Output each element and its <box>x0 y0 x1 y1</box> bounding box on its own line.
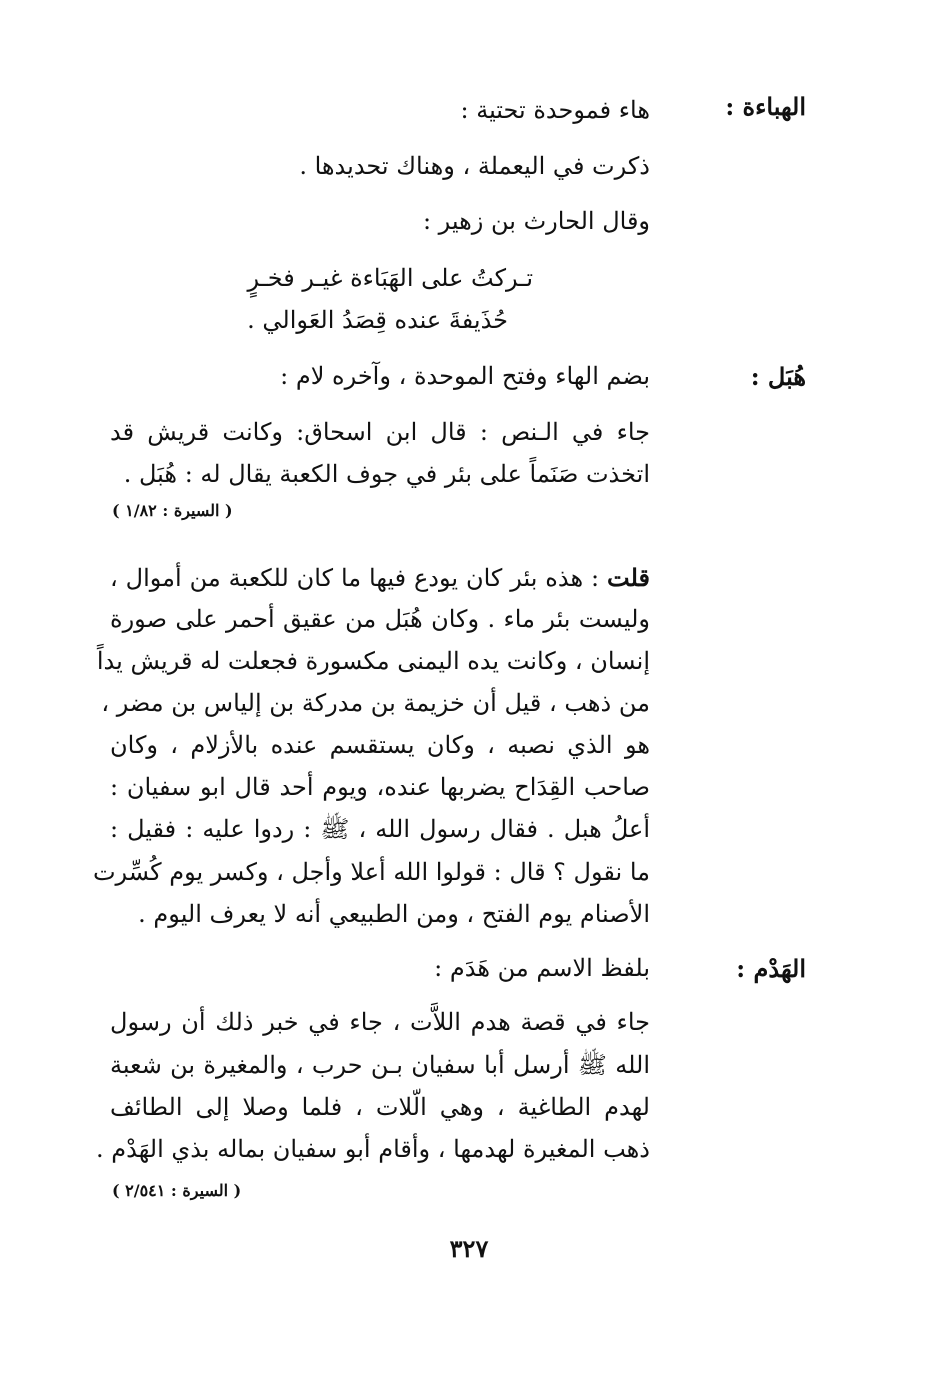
note-text: : هذه بئر كان يودع فيها ما كان للكعبة من أموال ، <box>110 564 600 592</box>
source-citation: ( السيرة : ٢/٥٤١ ) <box>112 1181 242 1200</box>
body-text-line: ما نقول ؟ قال : قولوا الله أعلا وأجل ، وكسر يوم كُسِّرت <box>92 858 650 886</box>
entry-heading-hadm: الهَدْم : <box>736 954 806 983</box>
body-text-line: اتخذت صَنَماً على بئر في جوف الكعبة يقال له : هُبَل . <box>123 460 650 488</box>
entry-heading-hubal: هُبَل : <box>750 362 806 391</box>
source-citation: ( السيرة : ١/٨٢ ) <box>112 501 233 520</box>
body-text-line: لهدم الطاغية ، وهي الّلات ، فلما وصلا إلى الطائف <box>110 1093 650 1121</box>
body-text-line: إنسان ، وكانت يده اليمنى مكسورة فجعلت له قريش يداً <box>96 647 650 675</box>
body-text-line: الأصنام يوم الفتح ، ومن الطبيعي أنه لا يعرف اليوم . <box>138 900 650 928</box>
verse-hemistich-2: حُذَيفةَ عنده قِصَدُ العَوالي . <box>247 306 508 334</box>
body-text-line: الله ﷺ أرسل أبا سفيان بـن حرب ، والمغيرة بن شعبة <box>110 1051 650 1079</box>
entry-definition-line: هاء فموحدة تحتية : <box>460 96 650 124</box>
entry-definition-line: بلفظ الاسم من هَدَم : <box>434 954 650 982</box>
body-text-line: جاء في قصة هدم اللاَّت ، جاء في خبر ذلك أن رسول <box>110 1008 650 1036</box>
body-text-line: ذكرت في اليعملة ، وهناك تحديدها . <box>299 152 650 180</box>
body-text-line: أعلُ هبل . فقال رسول الله ، ﷺ : ردوا عليه : فقيل : <box>110 815 650 843</box>
entry-definition-line: بضم الهاء وفتح الموحدة ، وآخره لام : <box>280 362 650 390</box>
body-text-line: وقال الحارث بن زهير : <box>422 207 650 235</box>
body-text-line: صاحب القِدَاح يضربها عنده، ويوم أحد قال ابو سفيان : <box>110 773 650 801</box>
body-text-line: هو الذي نصبه ، وكان يستقسم عنده بالأزلام ، وكان <box>110 731 650 759</box>
entry-heading-hibaah: الهباءة : <box>725 92 806 121</box>
body-text-line: من ذهب ، قيل أن خزيمة بن مدركة بن إلياس بن مضر ، <box>101 689 650 717</box>
note-first-line <box>110 562 650 594</box>
body-text-line: جاء في الـنص : قال ابن اسحاق: وكانت قريش قد <box>110 418 650 446</box>
page-number: ٣٢٧ <box>449 1234 489 1263</box>
verse-hemistich-1: تـركتُ على الهَبَاءة غيـر فخـرٍ <box>247 264 533 292</box>
body-text-line: ذهب المغيرة لهدمها ، وأقام أبو سفيان بماله بذي الهَدْم . <box>96 1135 650 1163</box>
note-label: قلت <box>607 563 650 592</box>
body-text-line: وليست بئر ماء . وكان هُبَل من عقيق أحمر على صورة <box>110 605 650 633</box>
